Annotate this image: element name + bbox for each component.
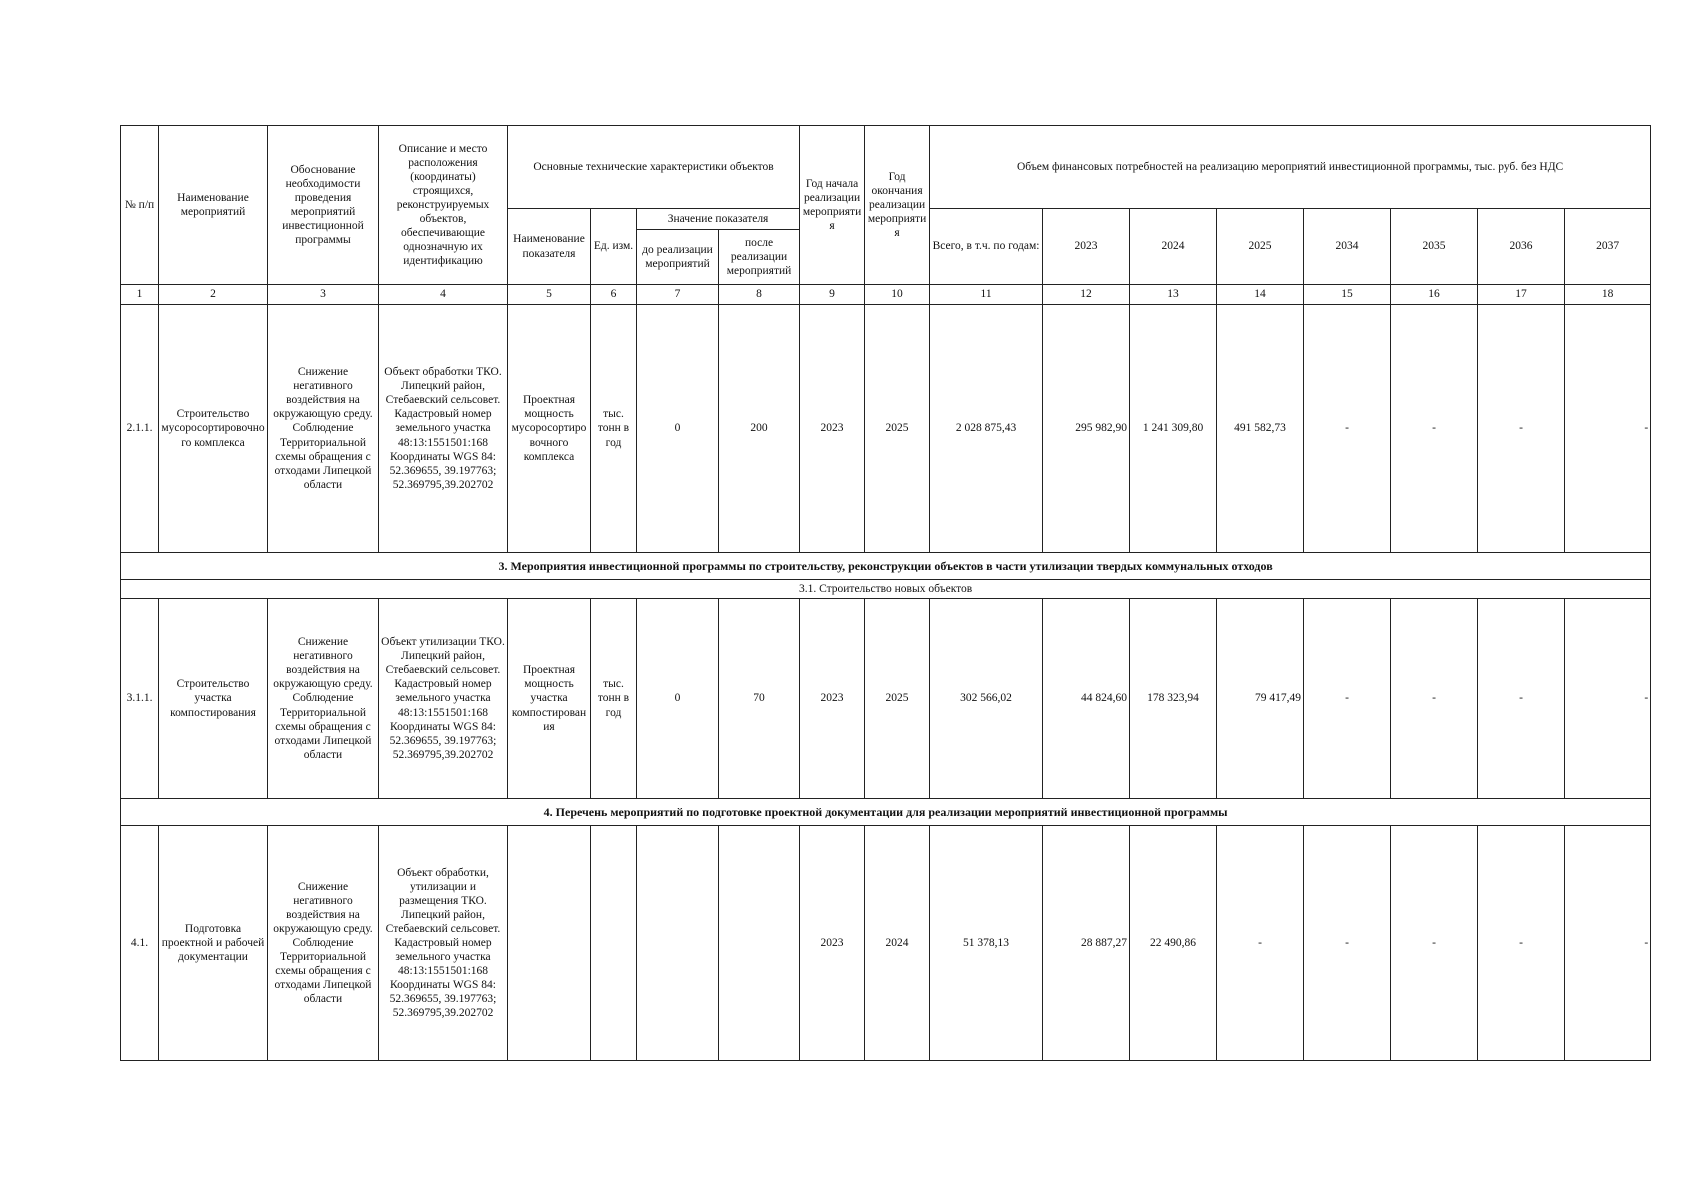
cell-before: 0	[637, 305, 719, 553]
colnum: 10	[865, 285, 930, 305]
cell-start: 2023	[800, 305, 865, 553]
cell-2036: -	[1478, 599, 1565, 799]
cell-after	[719, 826, 800, 1061]
header-2035: 2035	[1391, 209, 1478, 285]
header-total: Всего, в т.ч. по годам:	[930, 209, 1043, 285]
cell-name: Строительство участка компостирования	[159, 599, 268, 799]
cell-2037: -	[1565, 826, 1651, 1061]
cell-desc: Объект утилизации ТКО. Липецкий район, Стебаевский сельсовет. Кадастровый номер земельного участка 48:13:1551501:168 Координаты WGS 84: 52.369655, 39.197763; 52.369795,39.202702	[379, 599, 508, 799]
colnum: 5	[508, 285, 591, 305]
cell-desc: Объект обработки, утилизации и размещения ТКО. Липецкий район, Стебаевский сельсовет. Кадастровый номер земельного участка 48:13:1551501:168 Координаты WGS 84: 52.369655, 39.197763; 52.369795,39.202702	[379, 826, 508, 1061]
cell-reason: Снижение негативного воздействия на окружающую среду. Соблюдение Территориальной схемы обращения с отходами Липецкой области	[268, 826, 379, 1061]
cell-no: 2.1.1.	[121, 305, 159, 553]
cell-2034: -	[1304, 305, 1391, 553]
table-row	[121, 826, 1651, 1061]
cell-2023: 44 824,60	[1043, 599, 1130, 799]
header-2036: 2036	[1478, 209, 1565, 285]
header-value-group: Значение показателя	[637, 209, 800, 230]
colnum: 7	[637, 285, 719, 305]
cell-2023: 28 887,27	[1043, 826, 1130, 1061]
header-start-year: Год начала реализации мероприятия	[800, 126, 865, 285]
cell-2025: -	[1217, 826, 1304, 1061]
colnum: 1	[121, 285, 159, 305]
cell-after: 200	[719, 305, 800, 553]
cell-indicator: Проектная мощность мусоросортировочного комплекса	[508, 305, 591, 553]
colnum: 8	[719, 285, 800, 305]
header-end-year: Год окончания реализации мероприятия	[865, 126, 930, 285]
header-before: до реализации мероприятий	[637, 230, 719, 285]
colnum: 16	[1391, 285, 1478, 305]
investment-program-table	[120, 125, 1651, 1061]
colnum: 6	[591, 285, 637, 305]
cell-2034: -	[1304, 826, 1391, 1061]
cell-reason: Снижение негативного воздействия на окружающую среду. Соблюдение Территориальной схемы обращения с отходами Липецкой области	[268, 599, 379, 799]
cell-2034: -	[1304, 599, 1391, 799]
subsection-heading: 3.1. Строительство новых объектов	[121, 580, 1651, 599]
cell-2035: -	[1391, 305, 1478, 553]
cell-desc: Объект обработки ТКО. Липецкий район, Стебаевский сельсовет. Кадастровый номер земельного участка 48:13:1551501:168 Координаты WGS 84: 52.369655, 39.197763; 52.369795,39.202702	[379, 305, 508, 553]
cell-before	[637, 826, 719, 1061]
table-row	[121, 305, 1651, 553]
header-2037: 2037	[1565, 209, 1651, 285]
section-heading: 3. Мероприятия инвестиционной программы по строительству, реконструкции объектов в части утилизации твердых коммунальных отходов	[121, 553, 1651, 580]
colnum: 2	[159, 285, 268, 305]
colnum: 9	[800, 285, 865, 305]
cell-after: 70	[719, 599, 800, 799]
cell-2024: 178 323,94	[1130, 599, 1217, 799]
cell-unit	[591, 826, 637, 1061]
cell-name: Строительство мусоросортировочного комплекса	[159, 305, 268, 553]
cell-2035: -	[1391, 599, 1478, 799]
cell-2025: 79 417,49	[1217, 599, 1304, 799]
header-after: после реализации мероприятий	[719, 230, 800, 285]
cell-2025: 491 582,73	[1217, 305, 1304, 553]
cell-2024: 22 490,86	[1130, 826, 1217, 1061]
header-2024: 2024	[1130, 209, 1217, 285]
colnum: 12	[1043, 285, 1130, 305]
header-2034: 2034	[1304, 209, 1391, 285]
cell-unit: тыс. тонн в год	[591, 305, 637, 553]
cell-end: 2024	[865, 826, 930, 1061]
cell-indicator	[508, 826, 591, 1061]
colnum: 11	[930, 285, 1043, 305]
cell-reason: Снижение негативного воздействия на окружающую среду. Соблюдение Территориальной схемы обращения с отходами Липецкой области	[268, 305, 379, 553]
cell-end: 2025	[865, 305, 930, 553]
cell-no: 4.1.	[121, 826, 159, 1061]
cell-indicator: Проектная мощность участка компостирования	[508, 599, 591, 799]
cell-unit: тыс. тонн в год	[591, 599, 637, 799]
colnum: 18	[1565, 285, 1651, 305]
header-name: Наименование мероприятий	[159, 126, 268, 285]
colnum: 13	[1130, 285, 1217, 305]
cell-2024: 1 241 309,80	[1130, 305, 1217, 553]
cell-total: 302 566,02	[930, 599, 1043, 799]
cell-2036: -	[1478, 826, 1565, 1061]
header-tech-group: Основные технические характеристики объектов	[508, 126, 800, 209]
cell-2035: -	[1391, 826, 1478, 1061]
colnum: 17	[1478, 285, 1565, 305]
colnum: 4	[379, 285, 508, 305]
cell-total: 51 378,13	[930, 826, 1043, 1061]
cell-2023: 295 982,90	[1043, 305, 1130, 553]
header-unit: Ед. изм.	[591, 209, 637, 285]
cell-start: 2023	[800, 599, 865, 799]
cell-start: 2023	[800, 826, 865, 1061]
header-2025: 2025	[1217, 209, 1304, 285]
colnum: 15	[1304, 285, 1391, 305]
cell-name: Подготовка проектной и рабочей документации	[159, 826, 268, 1061]
header-indicator: Наименование показателя	[508, 209, 591, 285]
header-2023: 2023	[1043, 209, 1130, 285]
colnum: 14	[1217, 285, 1304, 305]
header-reason: Обоснование необходимости проведения мероприятий инвестиционной программы	[268, 126, 379, 285]
section-heading: 4. Перечень мероприятий по подготовке проектной документации для реализации мероприятий инвестиционной программы	[121, 799, 1651, 826]
table-row	[121, 599, 1651, 799]
cell-total: 2 028 875,43	[930, 305, 1043, 553]
cell-2037: -	[1565, 599, 1651, 799]
cell-no: 3.1.1.	[121, 599, 159, 799]
header-finance-group: Объем финансовых потребностей на реализацию мероприятий инвестиционной программы, тыс. руб. без НДС	[930, 126, 1651, 209]
cell-end: 2025	[865, 599, 930, 799]
cell-2036: -	[1478, 305, 1565, 553]
cell-2037: -	[1565, 305, 1651, 553]
header-no: № п/п	[121, 126, 159, 285]
header-description: Описание и место расположения (координаты) строящихся, реконструируемых объектов, обеспечивающие однозначную их идентификацию	[379, 126, 508, 285]
cell-before: 0	[637, 599, 719, 799]
colnum: 3	[268, 285, 379, 305]
